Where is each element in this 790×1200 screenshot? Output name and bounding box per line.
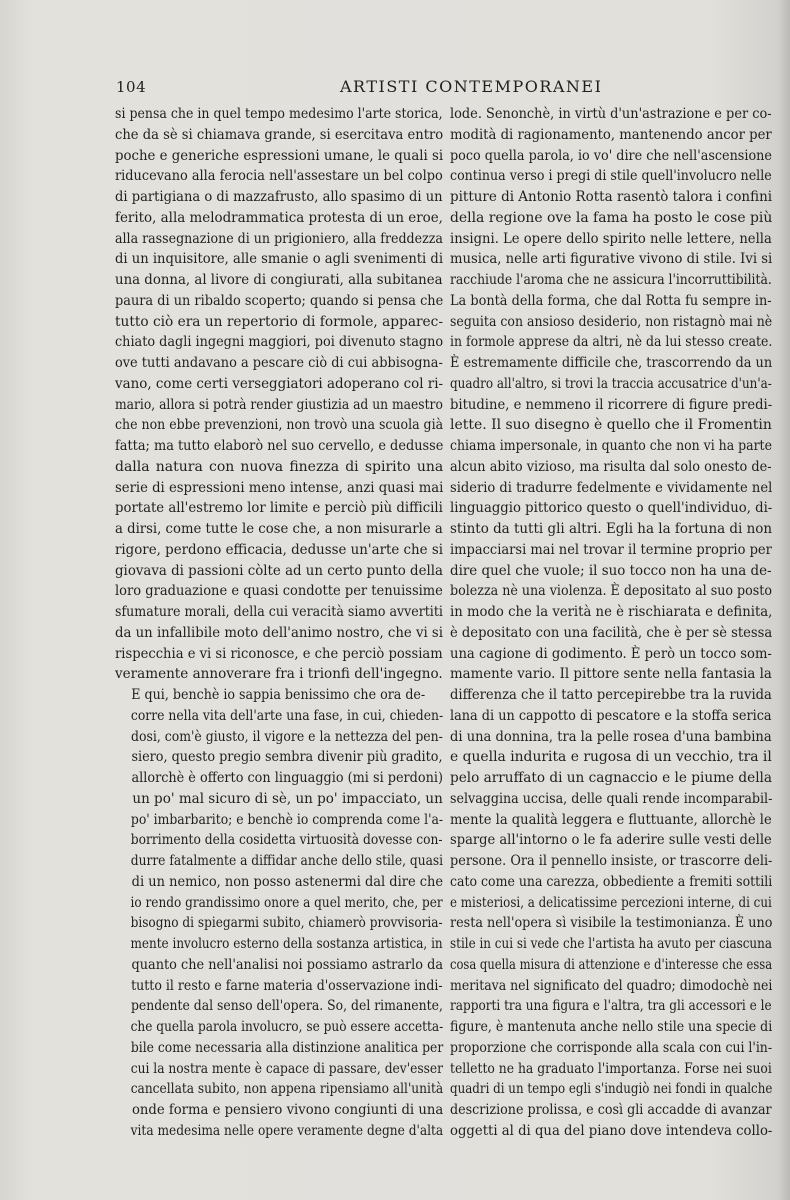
text-line: da un infallibile moto dell'animo nostro, che vi si bbox=[115, 624, 443, 641]
text-line: corre nella vita dell'arte una fase, in cui, chieden- bbox=[130, 707, 444, 724]
left-column bbox=[115, 104, 443, 1142]
text-line: di un inquisitore, alle smanie o agli svenimenti di bbox=[115, 251, 444, 268]
running-title: ARTISTI CONTEMPORANEI bbox=[340, 77, 603, 96]
text-line: che quella parola involucro, se può essere accetta- bbox=[130, 1019, 444, 1035]
text-line: siderio di tradurre fedelmente e vividamente nel bbox=[450, 479, 773, 496]
page-header bbox=[0, 72, 790, 102]
text-line: alla rassegnazione di un prigioniero, alla freddezza bbox=[115, 230, 443, 247]
text-line: in formole apprese da altri, nè da lui stesso create. bbox=[450, 334, 773, 351]
text-line: e misteriosi, a delicatissime percezioni interne, di cui bbox=[450, 894, 772, 911]
text-line: differenza che il tatto percepirebbe tra la ruvida bbox=[450, 687, 772, 703]
text-line: poche e generiche espressioni umane, le quali si bbox=[115, 147, 444, 164]
text-line: pelo arruffato di un cagnaccio e le piume della bbox=[450, 770, 773, 786]
text-line: a dirsi, come tutte le cose che, a non misurarle a bbox=[115, 521, 443, 537]
text-line: durre fatalmente a diffidar anche dello stile, quasi bbox=[130, 853, 444, 869]
text-line: dire quel che vuole; il suo tocco non ha una de- bbox=[450, 562, 772, 579]
text-line: bolezza nè una violenza. È depositato al suo posto bbox=[450, 583, 772, 600]
text-line: ove tutti andavano a pescare ciò di cui abbisogna- bbox=[115, 355, 443, 371]
text-line: tutto il resto e farne materia d'osservazione indi- bbox=[131, 977, 443, 994]
text-line: cui la nostra mente è capace di passare, dev'esser bbox=[130, 1060, 443, 1077]
text-line: La bontà della forma, che dal Rotta fu sempre in- bbox=[450, 292, 772, 309]
page-number: 104 bbox=[116, 78, 147, 96]
text-line: vano, come certi verseggiatori adoperano col ri- bbox=[115, 375, 444, 392]
text-line: io rendo grandissimo onore a quel merito, che, per bbox=[130, 894, 443, 911]
text-line: della regione ove la fama ha posto le cose più bbox=[450, 209, 773, 226]
text-line: pitture di Antonio Rotta rasentò talora i confini bbox=[450, 189, 773, 205]
text-line: bile come necessaria alla distinzione analitica per bbox=[130, 1039, 444, 1056]
text-line: serie di espressioni meno intense, anzi quasi mai bbox=[115, 479, 444, 496]
text-line: sparge all'intorno o le fa aderire sulle vesti delle bbox=[450, 832, 772, 849]
paragraph bbox=[115, 104, 443, 685]
paragraph bbox=[115, 685, 443, 1142]
page-edge-shadow bbox=[778, 0, 790, 1200]
text-line: alcun abito vizioso, ma risulta dal solo onesto de- bbox=[450, 458, 772, 475]
text-line: mamente vario. Il pittore sente nella fantasia la bbox=[450, 666, 772, 683]
text-line: che da sè si chiamava grande, si esercitava entro bbox=[115, 126, 444, 143]
paragraph bbox=[450, 104, 772, 1142]
text-line: cosa quella misura di attenzione e d'interesse che essa bbox=[450, 956, 773, 973]
text-line: E qui, benchè io sappia benissimo che ora de- bbox=[131, 687, 426, 703]
text-line: persone. Ora il pennello insiste, or trascorre deli- bbox=[450, 853, 773, 869]
text-line: dosi, com'è giusto, il vigore e la nettezza del pen- bbox=[131, 728, 443, 745]
text-line: di una donnina, tra la pelle rosea d'una bambina bbox=[450, 728, 772, 745]
text-line: paura di un ribaldo scoperto; quando si pensa che bbox=[115, 292, 444, 309]
text-line: È estremamente difficile che, trascorrendo da un bbox=[450, 355, 773, 371]
text-line: oggetti al di qua del piano dove intendeva collo- bbox=[450, 1122, 773, 1139]
text-line: giovava di passioni còlte ad un certo punto della bbox=[115, 562, 443, 579]
text-line: fatta; ma tutto elaborò nel suo cervello, e dedusse bbox=[115, 438, 444, 454]
text-line: una cagione di godimento. È però un tocco som- bbox=[450, 645, 772, 662]
text-line: figure, è mantenuta anche nello stile una specie di bbox=[450, 1019, 773, 1035]
text-line: bitudine, e nemmeno il ricorrere di figure predi- bbox=[450, 396, 773, 413]
text-line: dalla natura con nuova finezza di spirito una bbox=[115, 458, 444, 475]
text-line: un po' mal sicuro di sè, un po' impacciato, un bbox=[132, 790, 443, 807]
text-line: descrizione prolissa, e così gli accadde di avanzar bbox=[450, 1102, 772, 1118]
text-line: chiato dagli ingegni maggiori, poi divenuto stagno bbox=[115, 334, 444, 351]
text-line: quadro all'altro, si trovi la traccia accusatrice d'un'a- bbox=[450, 375, 772, 392]
text-line: cato come una carezza, obbediente a fremiti sottili bbox=[450, 873, 773, 890]
text-line: linguaggio pittorico questo o quell'individuo, di- bbox=[450, 500, 773, 517]
text-line: siero, questo pregio sembra divenir più gradito, bbox=[131, 749, 443, 766]
text-line: rispecchia e vi si riconosce, e che perciò possiam bbox=[115, 645, 443, 662]
text-line: e quella indurita e rugosa di un vecchio, tra il bbox=[450, 749, 772, 766]
text-line: quanto che nell'analisi noi possiamo astrarlo da bbox=[131, 956, 444, 973]
text-line: mente la qualità leggera e fluttuante, allorchè le bbox=[450, 811, 772, 828]
text-line: riducevano alla ferocia nell'assestare un bel colpo bbox=[115, 168, 443, 185]
text-line: mente involucro esterno della sostanza artistica, in bbox=[130, 936, 443, 952]
text-line: proporzione che corrisponde alla scala con cui l'in- bbox=[450, 1039, 773, 1056]
text-line: modità di ragionamento, mantenendo ancor per bbox=[450, 126, 772, 143]
text-line: insigni. Le opere dello spirito nelle lettere, nella bbox=[450, 230, 772, 247]
text-line: selvaggina uccisa, delle quali rende incomparabil- bbox=[450, 790, 773, 807]
text-line: lana di un cappotto di pescatore e la stoffa serica bbox=[450, 707, 772, 724]
right-column bbox=[450, 104, 772, 1142]
text-line: rigore, perdono efficacia, dedusse un'arte che si bbox=[115, 541, 444, 558]
text-line: veramente annoverare fra i trionfi dell'ingegno. bbox=[115, 666, 443, 683]
text-line: rapporti tra una figura e l'altra, tra gli accessori e le bbox=[450, 998, 772, 1015]
text-line: racchiude l'aroma che ne assicura l'incorruttibilità. bbox=[450, 272, 772, 288]
text-line: po' imbarbarito; e benchè io comprenda come l'a- bbox=[130, 811, 444, 828]
text-line: sfumature morali, della cui veracità siamo avvertiti bbox=[115, 604, 443, 620]
text-line: loro graduazione e quasi condotte per tenuissime bbox=[115, 583, 443, 600]
text-line: lode. Senonchè, in virtù d'un'astrazione e per co- bbox=[450, 106, 772, 122]
text-line: bisogno di spiegarmi subito, chiamerò provvisoria- bbox=[130, 915, 443, 932]
text-line: musica, nelle arti figurative vivono di stile. Ivi si bbox=[450, 251, 773, 268]
text-line: quadri di un tempo egli s'indugiò nei fondi in qualche bbox=[450, 1081, 773, 1098]
text-line: impacciarsi mai nel trovar il termine proprio per bbox=[450, 541, 772, 558]
text-line: di un nemico, non posso astenermi dal dire che bbox=[131, 873, 444, 890]
text-line: borrimento della cosidetta virtuosità dovesse con- bbox=[130, 832, 443, 849]
text-line: seguita con ansioso desiderio, non ristagnò mai nè bbox=[450, 313, 773, 330]
text-line: chiama impersonale, in quanto che non vi ha parte bbox=[450, 438, 772, 454]
text-line: lette. Il suo disegno è quello che il Fromentin bbox=[450, 417, 772, 434]
text-line: pendente dal senso dell'opera. So, del rimanente, bbox=[130, 998, 443, 1015]
text-line: telletto ne ha graduato l'importanza. Forse nei suoi bbox=[450, 1060, 772, 1077]
text-line: in modo che la verità ne è rischiarata e definita, bbox=[450, 604, 773, 620]
text-line: mario, allora si potrà render giustizia ad un maestro bbox=[115, 396, 443, 413]
text-line: onde forma e pensiero vivono congiunti di una bbox=[131, 1102, 444, 1118]
text-line: di partigiana o di mazzafrusto, allo spasimo di un bbox=[115, 189, 443, 205]
text-line: vita medesima nelle opere veramente degne d'alta bbox=[130, 1122, 444, 1139]
text-line: allorchè è offerto con linguaggio (mi si perdoni) bbox=[131, 770, 443, 786]
text-line: tutto ciò era un repertorio di formole, apparec- bbox=[115, 313, 443, 330]
text-line: portate all'estremo lor limite e perciò più difficili bbox=[115, 500, 443, 517]
text-line: stile in cui si vede che l'artista ha avuto per ciascuna bbox=[450, 936, 772, 952]
text-line: poco quella parola, io vo' dire che nell'ascensione bbox=[450, 147, 772, 164]
text-line: si pensa che in quel tempo medesimo l'arte storica, bbox=[115, 106, 443, 122]
text-line: cancellata subito, non appena ripensiamo all'unità bbox=[130, 1081, 444, 1098]
text-line: è depositato con una facilità, che è per sè stessa bbox=[450, 624, 773, 641]
text-line: che non ebbe prevenzioni, non trovò una scuola già bbox=[115, 417, 444, 434]
text-line: continua verso i pregi di stile quell'involucro nelle bbox=[450, 168, 772, 185]
text-line: ferito, alla melodrammatica protesta di un eroe, bbox=[115, 209, 443, 226]
text-line: stinto da tutti gli altri. Egli ha la fortuna di non bbox=[450, 521, 773, 537]
text-line: meritava nel significato del quadro; dimodochè nei bbox=[450, 977, 773, 994]
text-line: resta nell'opera sì visibile la testimonianza. È uno bbox=[450, 915, 773, 932]
text-line: una donna, al livore di congiurati, alla subitanea bbox=[115, 272, 443, 288]
